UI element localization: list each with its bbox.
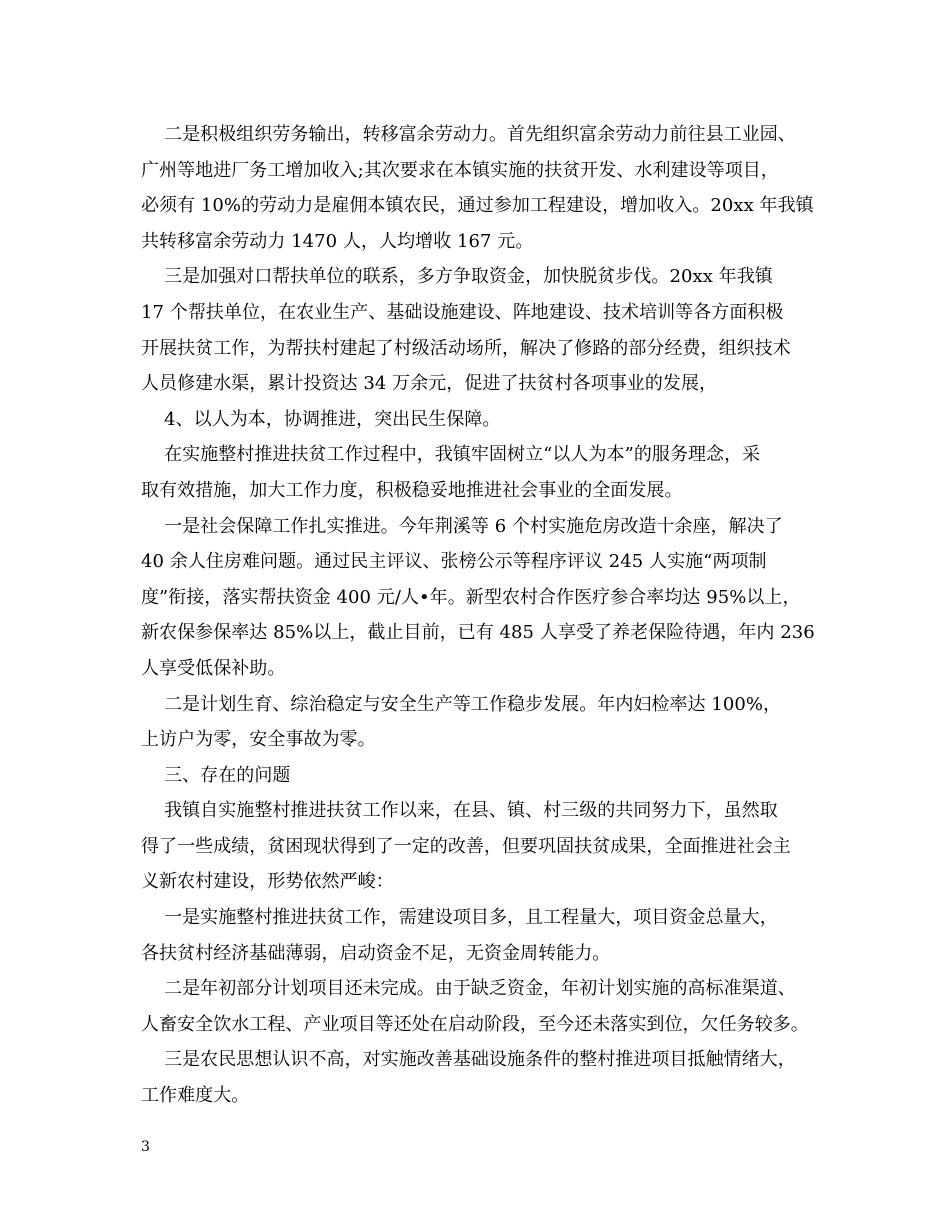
text-line: 得了一些成绩，贫困现状得到了一定的改善，但要巩固扶贫成果，全面推进社会主	[141, 835, 791, 857]
text-line: 人畜安全饮水工程、产业项目等还处在启动阶段，至今还未落实到位，欠任务较多。	[141, 1013, 809, 1035]
text-line: 开展扶贫工作，为帮扶村建起了村级活动场所，解决了修路的部分经费，组织技术	[141, 337, 791, 359]
text-line: 二是计划生育、综治稳定与安全生产等工作稳步发展。年内妇检率达 100%，	[141, 693, 782, 715]
text-line: 人员修建水渠，累计投资达 34 万余元，促进了扶贫村各项事业的发展，	[141, 373, 718, 395]
text-line: 义新农村建设，形势依然严峻：	[141, 871, 394, 893]
text-line: 17 个帮扶单位，在农业生产、基础设施建设、阵地建设、技术培训等各方面积极	[141, 301, 784, 323]
text-line: 取有效措施，加大工作力度，积极稳妥地推进社会事业的全面发展。	[141, 479, 683, 501]
text-line: 上访户为零，安全事故为零。	[141, 729, 376, 751]
text-line: 一是实施整村推进扶贫工作，需建设项目多，且工程量大，项目资金总量大，	[141, 907, 778, 929]
text-line: 广州等地进厂务工增加收入;其次要求在本镇实施的扶贫开发、水利建设等项目，	[141, 159, 779, 181]
text-line: 工作难度大。	[141, 1085, 250, 1107]
text-line: 人享受低保补助。	[141, 657, 286, 679]
section-heading: 4、以人为本，协调推进，突出民生保障。	[141, 408, 501, 430]
text-line: 新农保参保率达 85%以上，截止目前，已有 485 人享受了养老保险待遇，年内 236	[141, 622, 815, 644]
text-line: 三是加强对口帮扶单位的联系，多方争取资金，加快脱贫步伐。20xx 年我镇	[141, 266, 773, 288]
text-line: 40 余人住房难问题。通过民主评议、张榜公示等程序评议 245 人实施“两项制	[141, 551, 767, 573]
text-line: 一是社会保障工作扎实推进。今年荆溪等 6 个村实施危房改造十余座，解决了	[141, 515, 783, 537]
text-line: 度”衔接，落实帮扶资金 400 元/人•年。新型农村合作医疗参合率均达 95%以上，	[141, 586, 801, 608]
text-line: 共转移富余劳动力 1470 人，人均增收 167 元。	[141, 230, 534, 252]
document-body	[141, 117, 831, 1114]
text-line: 必须有 10%的劳动力是雇佣本镇农民，通过参加工程建设，增加收入。20xx 年我镇	[141, 195, 814, 217]
section-heading: 三、存在的问题	[141, 764, 291, 786]
text-line: 我镇自实施整村推进扶贫工作以来，在县、镇、村三级的共同努力下，虽然取	[141, 800, 778, 822]
text-line: 在实施整村推进扶贫工作过程中，我镇牢固树立“以人为本”的服务理念，采	[141, 444, 761, 466]
page-number: 3	[141, 1139, 150, 1155]
text-line: 二是年初部分计划项目还未完成。由于缺乏资金，年初计划实施的高标准渠道、	[141, 978, 796, 1000]
text-line: 三是农民思想认识不高，对实施改善基础设施条件的整村推进项目抵触情绪大，	[141, 1049, 796, 1071]
text-line: 各扶贫村经济基础薄弱，启动资金不足，无资金周转能力。	[141, 942, 611, 964]
text-line: 二是积极组织劳务输出，转移富余劳动力。首先组织富余劳动力前往县工业园、	[141, 124, 796, 145]
